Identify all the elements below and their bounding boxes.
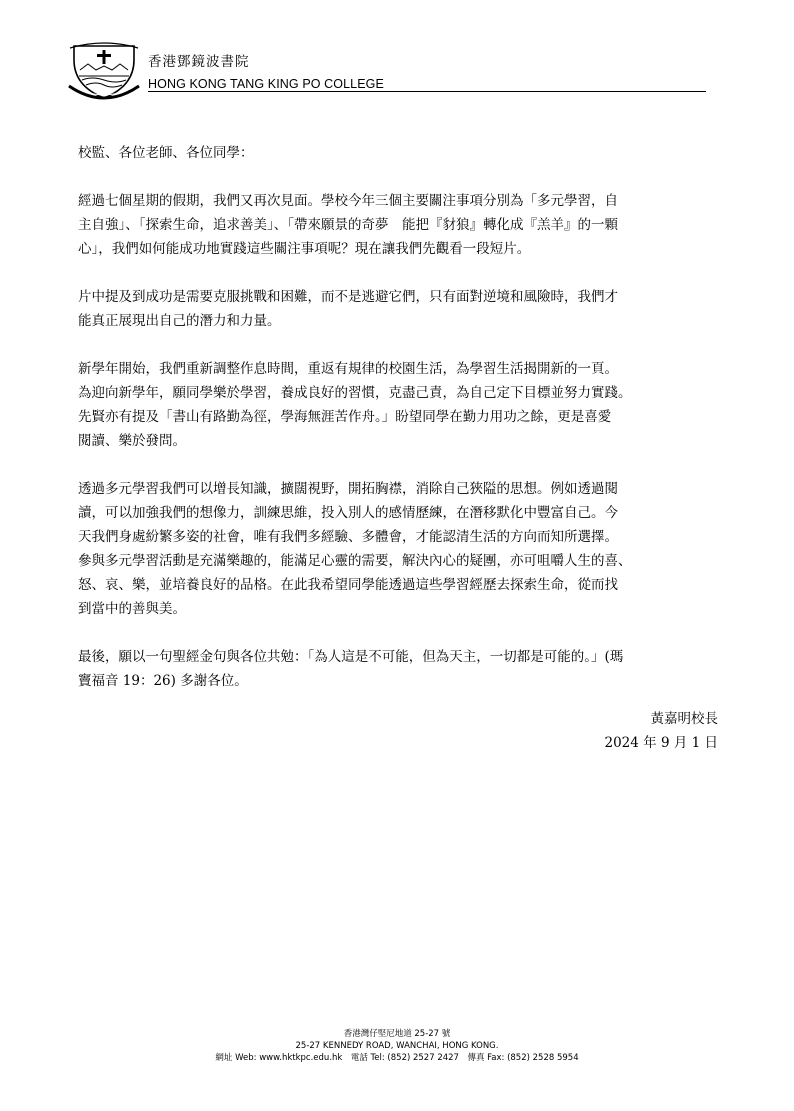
footer-address-english: 25-27 KENNEDY ROAD, WANCHAI, HONG KONG.	[295, 1041, 499, 1051]
paragraph-line: 怒、哀、樂，並培養良好的品格。在此我希望同學能透過這些學習經歷去探索生命，從而找	[78, 577, 618, 593]
letter-date: 2024 年 9 月 1 日	[604, 735, 718, 751]
paragraph-line: 到當中的善與美。	[78, 601, 186, 617]
paragraph-line: 竇福音 19：26) 多謝各位。	[78, 673, 248, 689]
paragraph-line: 心」，我們如何能成功地實踐這些關注事項呢？現在讓我們先觀看一段短片。	[78, 241, 531, 257]
paragraph	[78, 189, 718, 261]
paragraph-line: 最後，願以一句聖經金句與各位共勉：「為人這是不可能，但為天主，一切都是可能的。」(瑪	[78, 649, 624, 665]
signatory: 黃嘉明校長	[650, 711, 718, 727]
paragraph	[78, 645, 718, 693]
paragraph-line: 閱讀、樂於發問。	[78, 433, 186, 449]
paragraph-line: 為迎向新學年，願同學樂於學習，養成良好的習慣，克盡己責，為自己定下目標並努力實踐。	[78, 385, 632, 401]
paragraph	[78, 357, 718, 453]
letter-body	[78, 141, 718, 693]
footer-address-chinese: 香港灣仔堅尼地道 25-27 號	[343, 1029, 451, 1039]
greeting: 校監、各位老師、各位同學：	[78, 145, 254, 161]
footer	[0, 1028, 794, 1064]
paragraph	[78, 477, 718, 621]
paragraph-line: 片中提及到成功是需要克服挑戰和困難，而不是逃避它們，只有面對逆境和風險時，我們才	[78, 289, 618, 305]
paragraph-line: 能真正展現出自己的潛力和力量。	[78, 313, 281, 329]
paragraph-line: 天我們身處紛繁多姿的社會，唯有我們多經驗、多體會，才能認清生活的方向而知所選擇。	[78, 529, 618, 545]
paragraph-line: 新學年開始，我們重新調整作息時間，重返有規律的校園生活，為學習生活揭開新的一頁。	[78, 361, 618, 377]
paragraph-line: 讀，可以加強我們的想像力，訓練思維，投入別人的感情歷練，在潛移默化中豐富自己。今	[78, 505, 618, 521]
paragraph-line: 透過多元學習我們可以增長知識，擴闊視野，開拓胸襟，消除自己狹隘的思想。例如透過閱	[78, 481, 618, 497]
paragraph-line: 參與多元學習活動是充滿樂趣的，能滿足心靈的需要，解決內心的疑團，亦可咀嚼人生的喜、	[78, 553, 632, 569]
footer-contact: 網址 Web: www.hktkpc.edu.hk 電話 Tel: (852) 2527 2427 傳真 Fax: (852) 2528 5954	[215, 1053, 579, 1063]
school-name-chinese: 香港鄧鏡波書院	[148, 54, 250, 70]
paragraph-line: 先賢亦有提及「書山有路勤為徑，學海無涯苦作舟。」盼望同學在勤力用功之餘，更是喜愛	[78, 409, 612, 425]
paragraph	[78, 285, 718, 333]
letterhead	[66, 40, 706, 100]
letterhead-divider	[148, 91, 706, 92]
school-name-english: HONG KONG TANG KING PO COLLEGE	[148, 77, 384, 91]
paragraph-line: 主自強」、「探索生命，追求善美」、「帶來願景的奇夢 能把『豺狼』轉化成『羔羊』的一顆	[78, 217, 618, 233]
school-crest-icon	[66, 40, 142, 100]
signature-block	[78, 707, 718, 755]
paragraph-line: 經過七個星期的假期，我們又再次見面。學校今年三個主要關注事項分別為「多元學習，自	[78, 193, 618, 209]
